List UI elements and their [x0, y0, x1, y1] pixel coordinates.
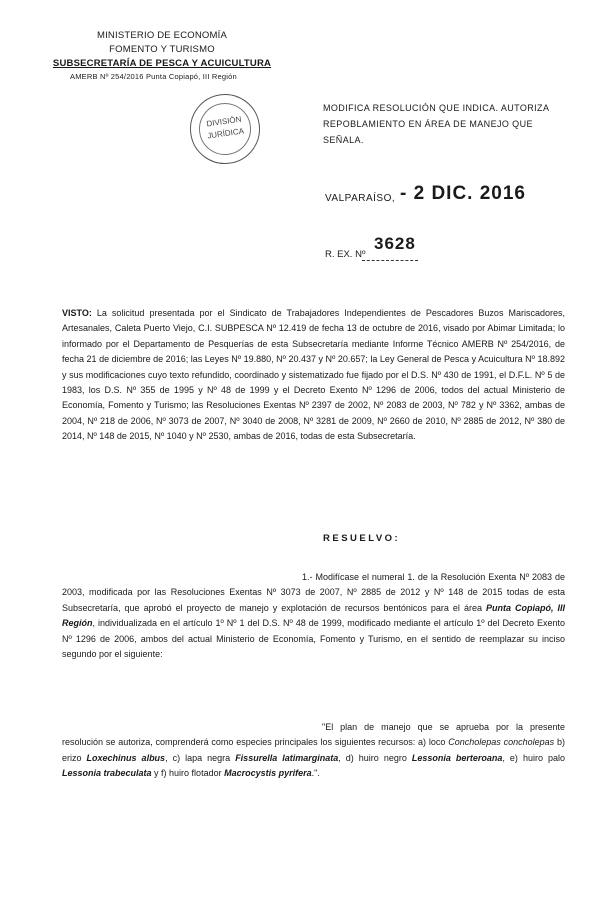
resuelvo-heading: RESUELVO:: [323, 533, 401, 544]
article-1-area: Punta Copiapó, III Región: [62, 602, 565, 629]
resolution-number-label: R. EX. Nº: [325, 249, 366, 260]
article-1-text-b: , individualizada en el artículo 1º Nº 1 del D.S. Nº 48 de 1999, modificado mediante el artículo 1º del Decreto Exento Nº 1296 de 2006, ambos del actual Ministerio de Economía, Fomento y Turismo, en el sentido de reemplazar su inciso segundo por el siguiente:: [62, 618, 565, 660]
quote-text-6: y f) huiro flotador: [151, 768, 225, 779]
quote-text-7: .".: [311, 768, 320, 779]
quote-text-1: "El plan de manejo que se aprueba por la presente resolución se autoriza, comprenderá como especies principales los siguientes recursos: a) loco: [62, 722, 565, 748]
letterhead-reference: AMERB Nº 254/2016 Punta Copiapó, III Región: [70, 72, 237, 81]
quoted-text-paragraph: [62, 720, 565, 782]
species-huiro-negro: Lessonia berteroana: [411, 752, 503, 763]
quote-text-3: , c) lapa negra: [165, 752, 236, 763]
date-stamp: - 2 DIC. 2016: [400, 183, 526, 204]
letterhead-ministry: MINISTERIO DE ECONOMÍA: [96, 30, 228, 41]
visto-paragraph: [62, 306, 565, 445]
resolution-subject: MODIFICA RESOLUCIÓN QUE INDICA. AUTORIZA REPOBLAMIENTO EN ÁREA DE MANEJO QUE SEÑALA.: [323, 103, 549, 145]
letterhead-subsecretariat: SUBSECRETARÍA DE PESCA Y ACUICULTURA: [52, 58, 272, 69]
resolution-number-underline: [362, 260, 418, 261]
species-erizo: Loxechinus albus: [86, 752, 166, 763]
species-huiro-flotador: Macrocystis pyrifera: [224, 768, 312, 779]
species-huiro-palo: Lessonia trabeculata: [62, 768, 152, 779]
article-1-paragraph: [62, 570, 565, 662]
letterhead-ministry-sub: FOMENTO Y TURISMO: [109, 44, 215, 55]
species-loco: Concholepas concholepas: [448, 737, 555, 748]
visto-label: VISTO:: [62, 308, 92, 318]
article-1-text-a: 1.- Modifícase el numeral 1. de la Resolución Exenta Nº 2083 de 2003, modificada por las Resoluciones Exentas Nº 3073 de 2007, Nº 2885 de 2012 y Nº 148 de 2015 todas de esta Subsecretaría, que aprobó el proyecto de manejo y explotación de recursos bentónicos para el área: [62, 572, 565, 613]
resolution-number: 3628: [374, 234, 416, 253]
species-lapa: Fissurella latimarginata: [235, 752, 339, 763]
stamp-text-line1: DIVISIÓN: [205, 114, 242, 129]
quote-text-5: , e) huiro palo: [502, 752, 565, 763]
quote-text-2: b) erizo: [62, 737, 565, 763]
visto-text: La solicitud presentada por el Sindicato de Trabajadores Independientes de Pescadores Buzos Mariscadores, Artesanales, Caleta Puerto Viejo, C.I. SUBPESCA Nº 12.419 de fecha 13 de octubre de 2016, visado por Abimar Limitada; lo informado por el Departamento de Pesquerías de esta Subsecretaría mediante Informe Técnico AMERB Nº 254/2016, de fecha 21 de diciembre de 2016; las Leyes Nº 19.880, Nº 20.437 y Nº 20.657; la Ley General de Pesca y Acuicultura Nº 18.892 y sus modificaciones cuyo texto refundido, coordinado y sistematizado fue fijado por el D.S. Nº 430 de 1991, el D.F.L. Nº 5 de 1983, los D.S. Nº 355 de 1995 y Nº 48 de 1999 y el Decreto Exento Nº 1296 de 2006, todos del actual Ministerio de Economía, Fomento y Turismo; las Resoluciones Exentas Nº 2397 de 2002, Nº 2083 de 2003, Nº 782 y Nº 3362, ambas de 2004, Nº 218 de 2006, Nº 3073 de 2007, Nº 3040 de 2008, Nº 3281 de 2009, Nº 2660 de 2010, Nº 2885 de 2012, Nº 380 de 2014, Nº 148 de 2015, Nº 1040 y Nº 2530, ambas de 2016, todas de esta Subsecretaría.: [62, 308, 565, 442]
place-label: VALPARAÍSO,: [325, 193, 396, 204]
quote-text-4: , d) huiro negro: [338, 752, 412, 763]
stamp-text-line2: JURÍDICA: [206, 126, 245, 141]
division-stamp: [185, 89, 264, 168]
